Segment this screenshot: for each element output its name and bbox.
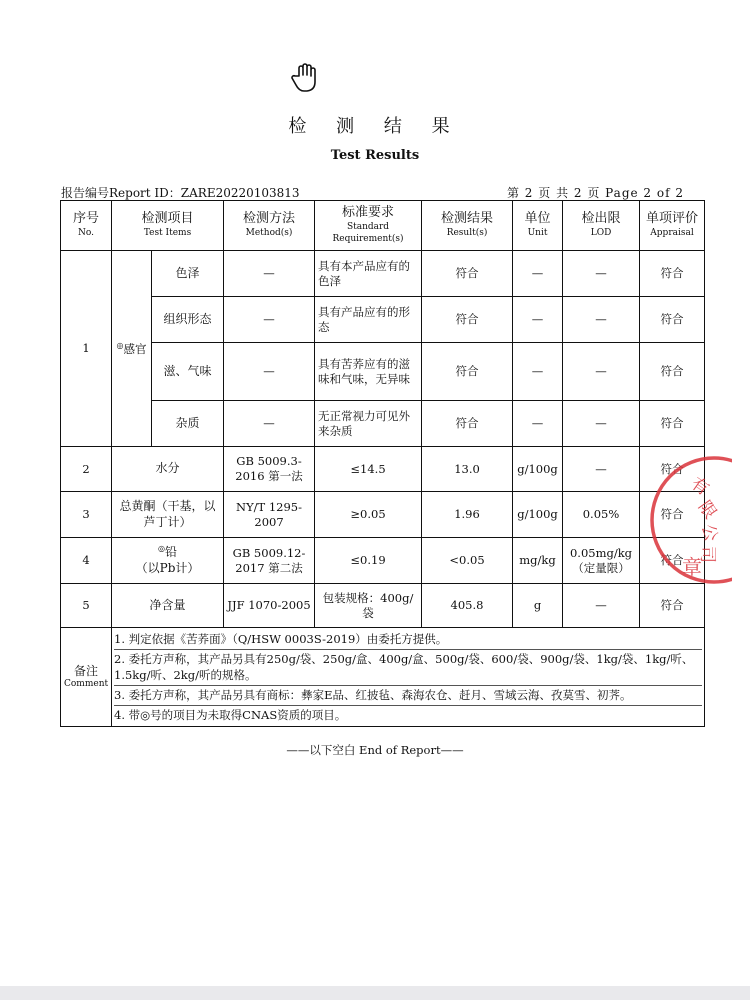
result: 符合: [422, 251, 513, 297]
table-row: [61, 343, 705, 401]
requirement: ≤14.5: [315, 447, 422, 492]
lod: 0.05%: [563, 492, 640, 538]
unit: —: [513, 251, 563, 297]
header-row: [61, 201, 705, 251]
lod: —: [563, 251, 640, 297]
lod: —: [563, 343, 640, 401]
row-no: 5: [61, 584, 112, 628]
col-method: 检测方法 Method(s): [224, 201, 315, 251]
hand-cursor-icon: [291, 62, 319, 94]
requirement: ≤0.19: [315, 538, 422, 584]
result: 符合: [422, 343, 513, 401]
item-name: 滋、气味: [152, 343, 224, 401]
table-row: [61, 447, 705, 492]
method: JJF 1070-2005: [224, 584, 315, 628]
comment-row: [61, 628, 705, 727]
col-lod: 检出限 LOD: [563, 201, 640, 251]
appraisal: 符合: [640, 297, 705, 343]
unit: mg/kg: [513, 538, 563, 584]
unit: —: [513, 297, 563, 343]
group1-no: 1: [61, 251, 112, 447]
method: —: [224, 251, 315, 297]
table-row: [61, 297, 705, 343]
comment-content: [112, 628, 705, 727]
table-row: [61, 584, 705, 628]
comment-line: 1. 判定依据《苦荞面》（Q/HSW 0003S-2019）由委托方提供。: [114, 630, 702, 650]
unit: g: [513, 584, 563, 628]
appraisal: 符合: [640, 343, 705, 401]
page-number: 第 2 页 共 2 页 Page 2 of 2: [506, 186, 684, 200]
item-name: 水分: [112, 447, 224, 492]
item-name: 色泽: [152, 251, 224, 297]
svg-text:有: 有: [687, 473, 713, 500]
comment-line: 4. 带◎号的项目为未取得CNAS资质的项目。: [114, 707, 347, 722]
col-result: 检测结果 Result(s): [422, 201, 513, 251]
appraisal: 符合: [640, 401, 705, 447]
svg-text:章: 章: [682, 555, 702, 579]
end-of-report: ——以下空白 End of Report——: [286, 743, 464, 757]
result: 符合: [422, 401, 513, 447]
requirement: 具有苦荞应有的滋味和气味，无异味: [315, 343, 422, 401]
appraisal: 符合: [640, 447, 705, 492]
item-name: 杂质: [152, 401, 224, 447]
unit: —: [513, 401, 563, 447]
row-no: 3: [61, 492, 112, 538]
method: GB 5009.3-2016 第一法: [224, 447, 315, 492]
requirement: ≥0.05: [315, 492, 422, 538]
viewer-bottom-bar: [0, 986, 750, 1000]
method: —: [224, 343, 315, 401]
appraisal: 符合: [640, 492, 705, 538]
col-requirement: 标准要求 Standard Requirement(s): [315, 201, 422, 251]
method: GB 5009.12-2017 第二法: [224, 538, 315, 584]
appraisal: 符合: [640, 538, 705, 584]
lod: —: [563, 297, 640, 343]
col-appraisal: 单项评价 Appraisal: [640, 201, 705, 251]
method: NY/T 1295-2007: [224, 492, 315, 538]
col-items: 检测项目 Test Items: [112, 201, 224, 251]
results-table: [60, 200, 705, 727]
appraisal: 符合: [640, 584, 705, 628]
lod: —: [563, 584, 640, 628]
row-no: 2: [61, 447, 112, 492]
method: —: [224, 297, 315, 343]
table-row: [61, 251, 705, 297]
group1-category: ◎感官: [112, 251, 152, 447]
svg-text:限: 限: [693, 497, 721, 523]
comment-label: 备注 Comment: [61, 628, 112, 727]
col-unit: 单位 Unit: [513, 201, 563, 251]
method: —: [224, 401, 315, 447]
lod: 0.05mg/kg （定量限）: [563, 538, 640, 584]
requirement: 包装规格：400g/袋: [315, 584, 422, 628]
requirement: 无正常视力可见外来杂质: [315, 401, 422, 447]
title-english: Test Results: [330, 148, 420, 163]
col-no: 序号 No.: [61, 201, 112, 251]
appraisal: 符合: [640, 251, 705, 297]
requirement: 具有产品应有的形态: [315, 297, 422, 343]
item-name: 总黄酮（干基，以芦丁计）: [112, 492, 224, 538]
result: 1.96: [422, 492, 513, 538]
unit: g/100g: [513, 492, 563, 538]
title-chinese: 检 测 结 果: [288, 116, 462, 137]
lod: —: [563, 401, 640, 447]
result: 405.8: [422, 584, 513, 628]
table-row: [61, 538, 705, 584]
unit: g/100g: [513, 447, 563, 492]
table-row: [61, 492, 705, 538]
svg-text:公: 公: [697, 522, 721, 544]
svg-text:司: 司: [697, 546, 717, 563]
result: 13.0: [422, 447, 513, 492]
result: <0.05: [422, 538, 513, 584]
row-no: 4: [61, 538, 112, 584]
table-row: [61, 401, 705, 447]
result: 符合: [422, 297, 513, 343]
item-name: ◎铅 （以Pb计）: [112, 538, 224, 584]
report-id: 报告编号Report ID：ZARE20220103813: [61, 186, 300, 200]
requirement: 具有本产品应有的色泽: [315, 251, 422, 297]
item-name: 净含量: [112, 584, 224, 628]
comment-line: 2. 委托方声称，其产品另具有250g/袋、250g/盒、400g/盒、500g/袋、600/袋、900g/袋、1kg/袋、1kg/听、1.5kg/听、2kg/听的规格。: [114, 650, 702, 686]
unit: —: [513, 343, 563, 401]
lod: —: [563, 447, 640, 492]
item-name: 组织形态: [152, 297, 224, 343]
comment-line: 3. 委托方声称，其产品另具有商标：彝家E品、红披毡、森海农仓、赶月、雪域云海、孜莫雪、初荠。: [114, 686, 702, 706]
